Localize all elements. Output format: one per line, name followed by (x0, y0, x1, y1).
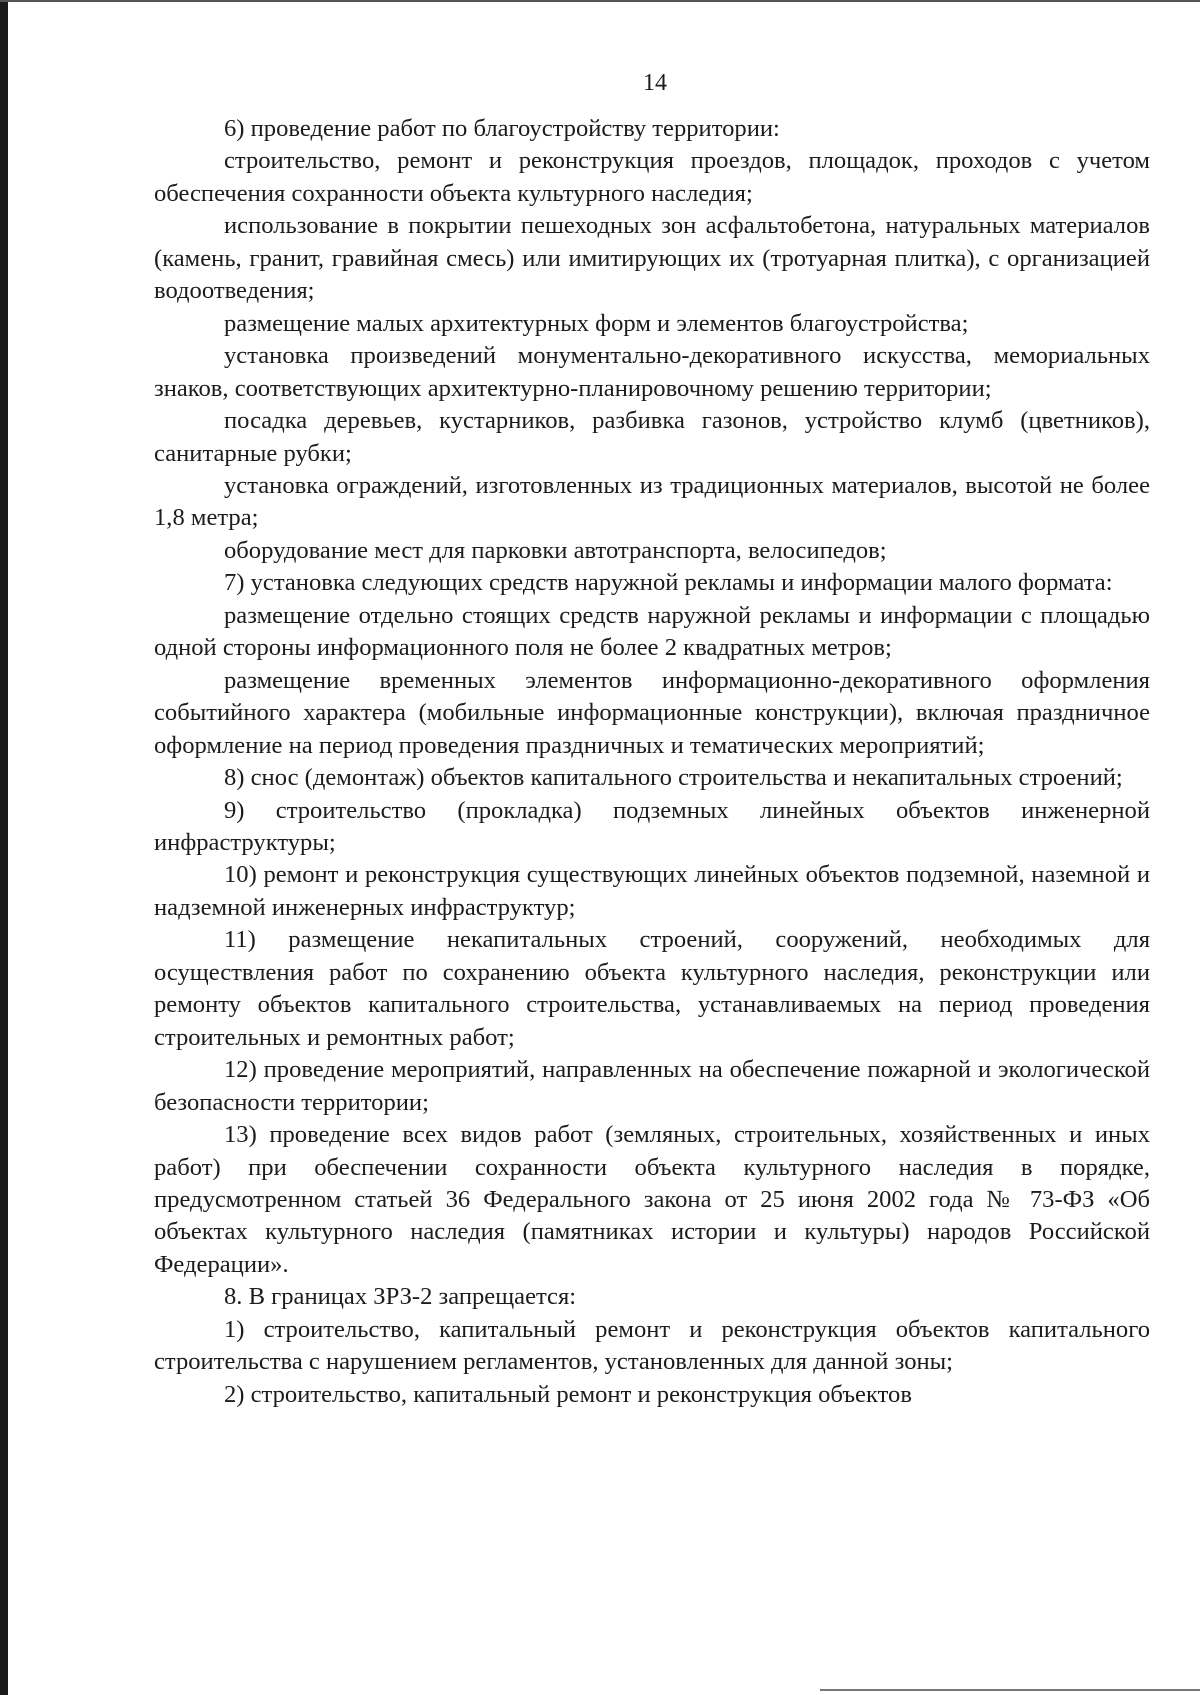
page-number: 14 (643, 70, 667, 96)
paragraph: размещение временных элементов информационно-декоративного оформления событийного характера (мобильные информационные конструкции), включая праздничное оформление на период проведения праздничных и тематических мероприятий; (154, 666, 1150, 759)
paragraph: 11) размещение некапитальных строений, сооружений, необходимых для осуществления работ по сохранению объекта культурного наследия, реконструкции или ремонту объектов капитального строительства, устанавливаемых на период проведения строительных и ремонтных работ; (154, 926, 1150, 1051)
paragraph: 1) строительство, капитальный ремонт и реконструкция объектов капитального строительства с нарушением регламентов, установленных для данной зоны; (154, 1315, 1150, 1376)
paragraph: 13) проведение всех видов работ (земляных, строительных, хозяйственных и иных работ) при обеспечении сохранности объекта культурного наследия в порядке, предусмотренном статьей 36 Федерального закона от 25 июня 2002 года № 73-ФЗ «Об объектах культурного наследия (памятниках истории и культуры) народов Российской Федерации». (154, 1121, 1150, 1278)
paragraph: 8) снос (демонтаж) объектов капитального строительства и некапитальных строений; (224, 764, 1123, 792)
paragraph: размещение малых архитектурных форм и элементов благоустройства; (224, 309, 969, 337)
paragraph: 8. В границах ЗРЗ-2 запрещается: (224, 1283, 577, 1311)
paragraph: посадка деревьев, кустарников, разбивка газонов, устройство клумб (цветников), санитарные рубки; (154, 407, 1150, 467)
paragraph: строительство, ремонт и реконструкция проездов, площадок, проходов с учетом обеспечения сохранности объекта культурного наследия; (154, 147, 1150, 207)
paragraph: 2) строительство, капитальный ремонт и реконструкция объектов (224, 1380, 912, 1408)
paragraph: 7) установка следующих средств наружной рекламы и информации малого формата: (224, 569, 1113, 597)
paragraph: оборудование мест для парковки автотранспорта, велосипедов; (224, 536, 887, 564)
paragraph: 6) проведение работ по благоустройству территории: (224, 115, 780, 142)
paragraph: 10) ремонт и реконструкция существующих линейных объектов подземной, наземной и надземной инженерных инфраструктур; (154, 861, 1150, 921)
scan-top-edge (0, 0, 1200, 2)
paragraph: размещение отдельно стоящих средств наружной рекламы и информации с площадью одной стороны информационного поля не более 2 квадратных метров; (154, 601, 1150, 662)
paragraph: установка произведений монументально-декоративного искусства, мемориальных знаков, соответствующих архитектурно-планировочному решению территории; (154, 342, 1150, 402)
scan-bottom-edge (820, 1689, 1200, 1691)
scan-left-edge (0, 0, 8, 1695)
paragraph: установка ограждений, изготовленных из традиционных материалов, высотой не более 1,8 метра; (154, 471, 1150, 532)
paragraph: 12) проведение мероприятий, направленных на обеспечение пожарной и экологической безопасности территории; (154, 1056, 1150, 1116)
paragraph: использование в покрытии пешеходных зон асфальтобетона, натуральных материалов (камень, гранит, гравийная смесь) или имитирующих их (тротуарная плитка), с организацией водоотведения; (154, 212, 1150, 305)
paragraph: 9) строительство (прокладка) подземных линейных объектов инженерной инфраструктуры; (154, 796, 1150, 856)
document-body (154, 113, 1150, 1411)
